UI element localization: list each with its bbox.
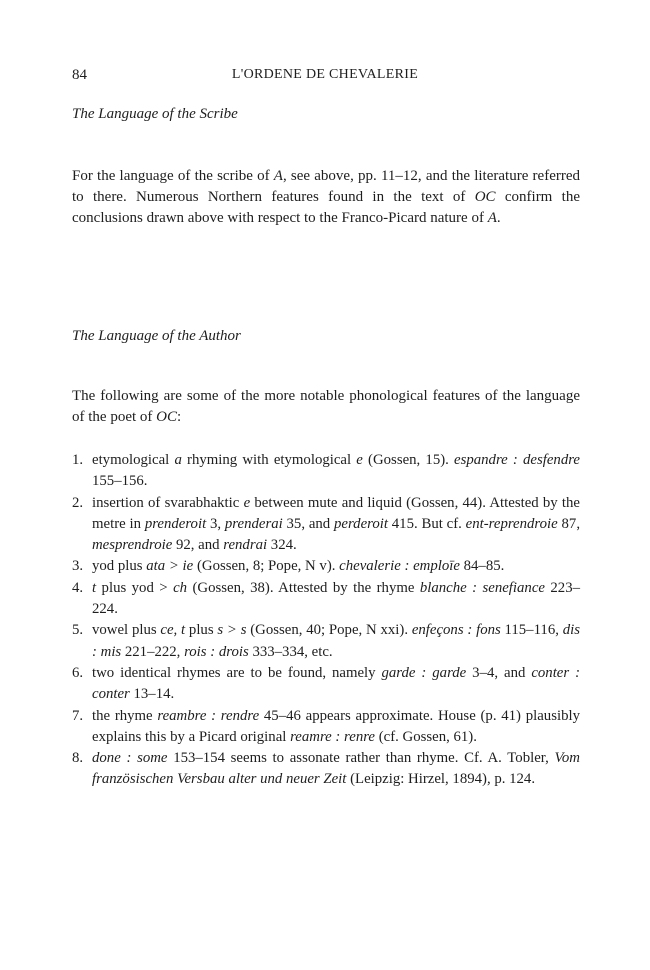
section-heading-author: The Language of the Author <box>72 328 241 344</box>
list-item: 7. the rhyme reambre : rendre 45–46 appears approximate. House (p. 41) plausibly explains this by a Picard original reamre : renre (cf. Gossen, 61). <box>72 707 580 745</box>
list-item: 3. yod plus ata > ie (Gossen, 8; Pope, N v). chevalerie : emploīe 84–85. <box>72 558 505 575</box>
page-number: 84 <box>72 67 87 83</box>
list-item: 5. vowel plus ce, t plus s > s (Gossen, 40; Pope, N xxi). enfeçons : fons 115–116, dis : mis 221–222, rois : drois 333–334, etc. <box>72 622 580 660</box>
list-item: 6. two identical rhymes are to be found, namely garde : garde 3–4, and conter : conter 13–14. <box>72 664 580 703</box>
list-item: 8. done : some 153–154 seems to assonate rather than rhyme. Cf. A. Tobler, Vom französischen Versbau alter und neuer Zeit (Leipzig: Hirzel, 1894), p. 124. <box>72 750 580 788</box>
section-heading-scribe: The Language of the Scribe <box>72 106 238 122</box>
list-item: 1. etymological a rhyming with etymological e (Gossen, 15). espandre : desfendre 155–156. <box>72 452 580 490</box>
list-item: 4. t plus yod > ch (Gossen, 38). Attested by the rhyme blanche : senefiance 223–224. <box>72 579 580 618</box>
running-title: L'ORDENE DE CHEVALERIE <box>231 67 419 82</box>
phonological-features-list <box>72 450 580 791</box>
list-item: 2. insertion of svarabhaktic e between mute and liquid (Gossen, 44). Attested by the metre in prenderoit 3, prenderai 35, and perderoit 415. But cf. ent-reprendroie 87, mesprendroie 92, and rendrai 324. <box>72 494 581 554</box>
author-intro-paragraph: The following are some of the more notable phonological features of the language of the poet of OC: <box>72 388 580 425</box>
scribe-paragraph: For the language of the scribe of A, see above, pp. 11–12, and the literature referred to there. Numerous Northern features found in the text of OC confirm the conclusions drawn above with respect to the Franco-Picard nature of A. <box>72 168 581 226</box>
